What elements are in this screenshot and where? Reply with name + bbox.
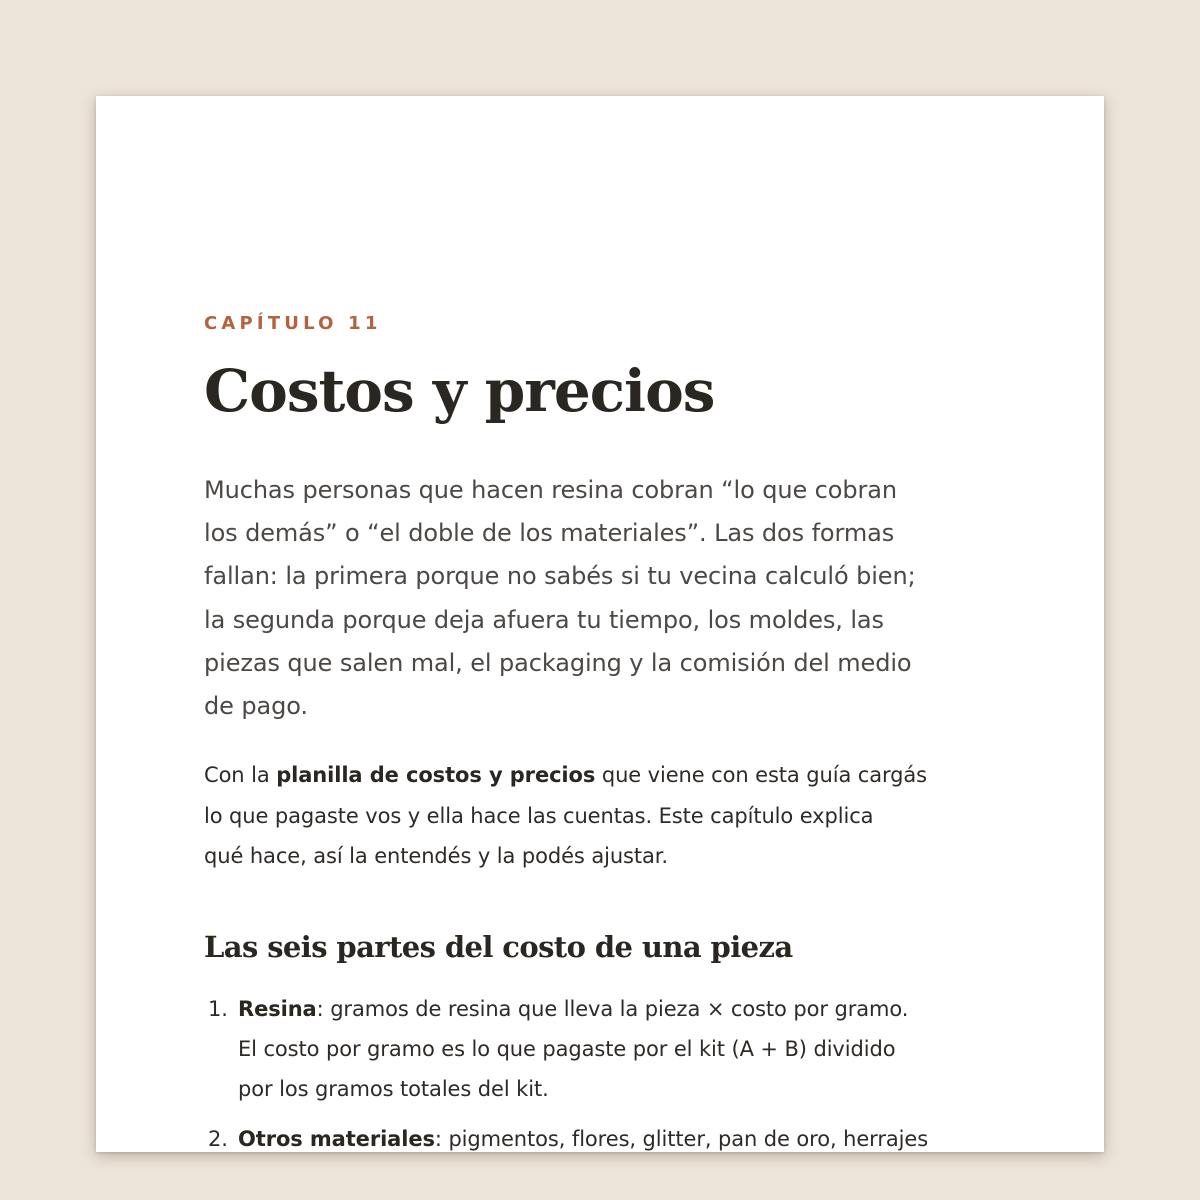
item-term: Otros materiales <box>238 1126 435 1151</box>
document-page <box>96 96 1104 1152</box>
item-line: El costo por gramo es lo que pagaste por el kit (A + B) dividido <box>238 1036 896 1061</box>
lead-line: la segunda porque deja afuera tu tiempo, los moldes, las <box>204 605 884 634</box>
lead-paragraph <box>204 469 1004 728</box>
intro-text: Con la <box>204 763 277 788</box>
intro-paragraph <box>204 755 1004 877</box>
spreadsheet-name: planilla de costos y precios <box>276 763 596 788</box>
chapter-title: Costos y precios <box>204 357 715 425</box>
lead-line: de pago. <box>204 692 308 721</box>
list-item <box>204 1119 1004 1152</box>
lead-line: los demás” o “el doble de los materiales”. Las dos formas <box>204 519 895 548</box>
section-heading: Las seis partes del costo de una pieza <box>204 929 793 964</box>
lead-line: piezas que salen mal, el packaging y la comisión del medio <box>204 648 912 677</box>
lead-line: Muchas personas que hacen resina cobran “lo que cobran <box>204 476 897 504</box>
item-text: : gramos de resina que lleva la pieza × costo por gramo. <box>316 996 909 1021</box>
list-item <box>204 989 1004 1109</box>
item-number: 1. <box>208 996 228 1021</box>
item-line <box>238 989 1004 1029</box>
intro-line <box>204 755 1004 796</box>
chapter-content <box>204 312 1004 1152</box>
item-term: Resina <box>238 996 317 1021</box>
item-number: 2. <box>208 1126 228 1151</box>
chapter-kicker: CAPÍTULO 11 <box>204 313 382 334</box>
item-line: por los gramos totales del kit. <box>238 1076 549 1101</box>
intro-line: qué hace, así la entendés y la podés ajustar. <box>204 844 668 869</box>
item-text: : pigmentos, flores, glitter, pan de oro, herrajes <box>434 1126 929 1151</box>
intro-line: lo que pagaste vos y ella hace las cuentas. Este capítulo explica <box>204 803 874 828</box>
intro-text: que viene con esta guía cargás <box>595 763 928 788</box>
lead-line: fallan: la primera porque no sabés si tu vecina calculó bien; <box>204 562 916 591</box>
item-line <box>238 1119 1004 1152</box>
cost-parts-list <box>204 989 1004 1152</box>
